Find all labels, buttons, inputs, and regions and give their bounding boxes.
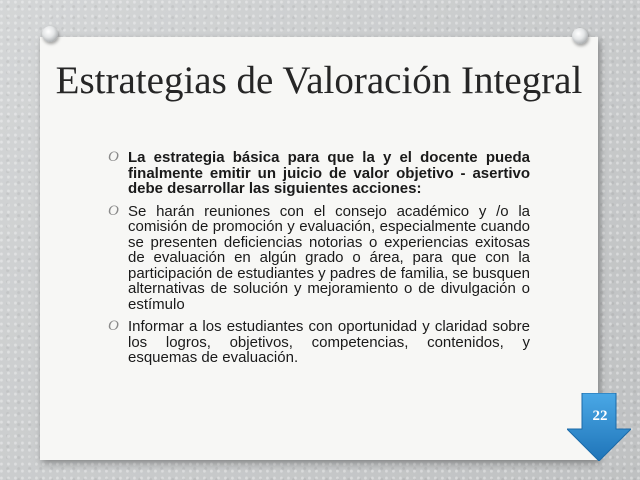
slide-title: Estrategias de Valoración Integral [55, 59, 583, 102]
page-number-arrow-icon [567, 393, 631, 461]
page-number: 22 [592, 408, 608, 424]
pushpin-icon [572, 28, 588, 44]
pushpin-icon [42, 26, 58, 42]
bullet-text: Informar a los estudiantes con oportunidad y claridad sobre los logros, objetivos, competencias, contenidos, y esquemas de evaluación. [128, 318, 530, 366]
bullet-marker-icon: O [108, 149, 119, 165]
bullet-marker-icon: O [108, 202, 119, 219]
bullet-marker-icon: O [108, 318, 119, 334]
bullet-text: La estrategia básica para que la y el docente pueda finalmente emitir un juicio de valor objetivo - asertivo debe desarrollar las siguientes acciones: [128, 149, 530, 197]
bullet-text: Se harán reuniones con el consejo académico y /o la comisión de promoción y evaluación, especialmente cuando se presenten deficiencias notorias o experiencias exitosas de evaluación en algún grado o área, para que con la participación de estudiantes y padres de familia, se busquen alternativas de solución y mejoramiento o de divulgación o estímulo [128, 202, 530, 313]
bullet-list [108, 150, 530, 373]
bullet-item [108, 150, 530, 197]
bullet-item [108, 319, 530, 366]
bullet-item [108, 204, 530, 313]
